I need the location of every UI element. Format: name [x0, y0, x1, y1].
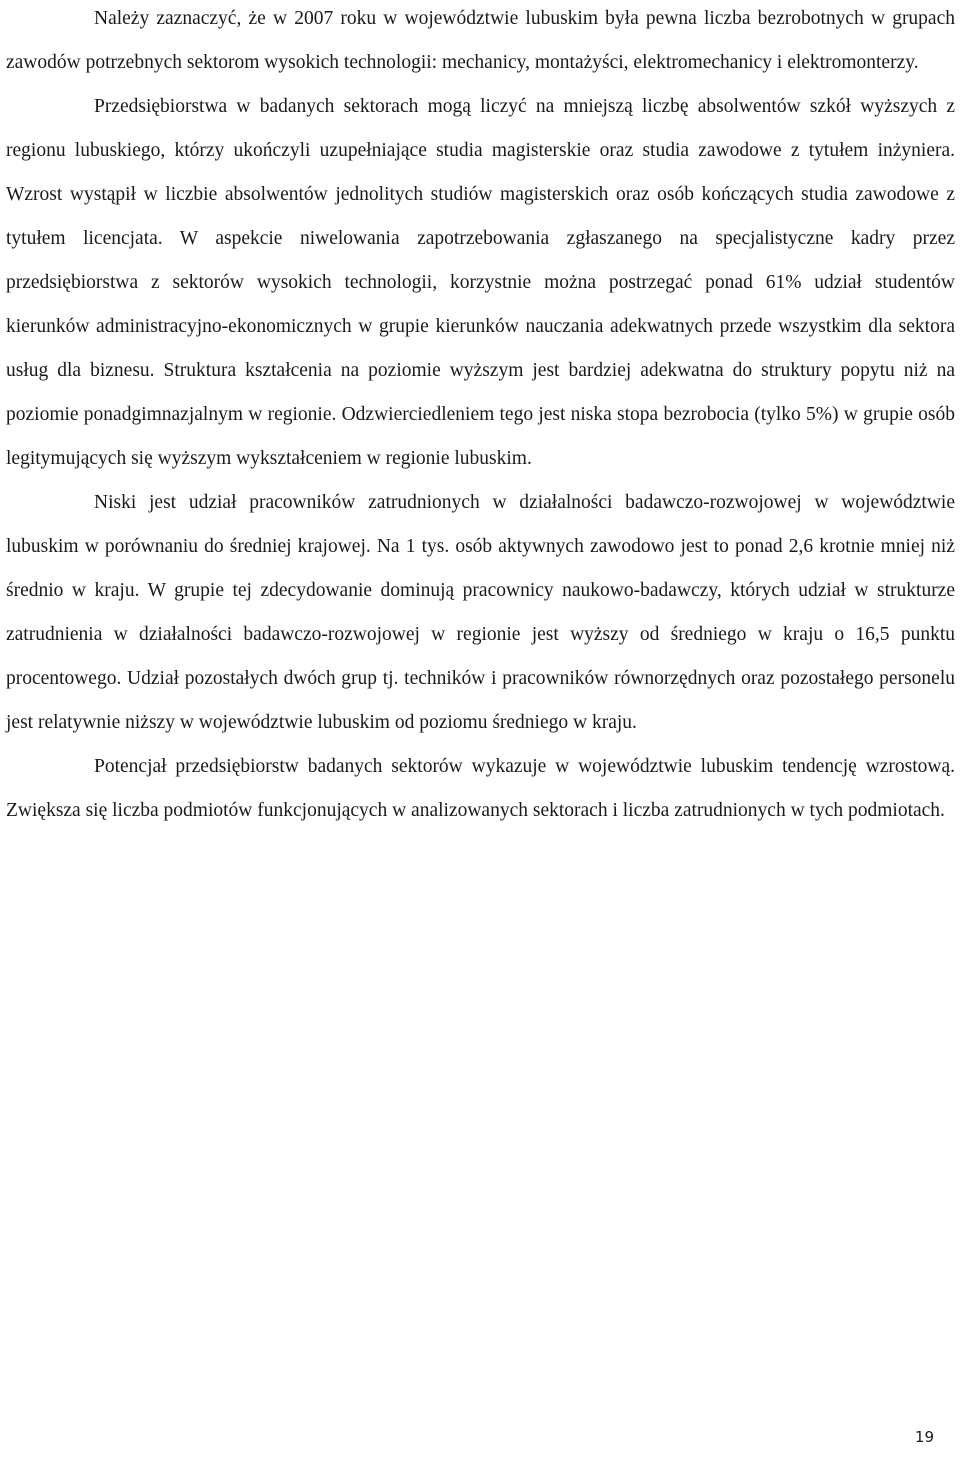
paragraph-graduates-education: Przedsiębiorstwa w badanych sektorach mogą liczyć na mniejszą liczbę absolwentów szkół wyższych z regionu lubuskiego, którzy ukończyli uzupełniające studia magisterskie oraz studia zawodowe z tytułem inżyniera. Wzrost wystąpił w liczbie absolwentów jednolitych studiów magisterskich oraz osób kończących studia zawodowe z tytułem licencjata. W aspekcie niwelowania zapotrzebowania zgłaszanego na specjalistyczne kadry przez przedsiębiorstwa z sektorów wysokich technologii, korzystnie można postrzegać ponad 61% udział studentów kierunków administracyjno-ekonomicznych w grupie kierunków nauczania adekwatnych przede wszystkim dla sektora usług dla biznesu. Struktura kształcenia na poziomie wyższym jest bardziej adekwatna do struktury popytu niż na poziomie ponadgimnazjalnym w regionie. Odzwierciedleniem tego jest niska stopa bezrobocia (tylko 5%) w grupie osób legitymujących się wyższym wykształceniem w regionie lubuskim.	[6, 96, 955, 469]
paragraph-unemployed-technicians: Należy zaznaczyć, że w 2007 roku w województwie lubuskim była pewna liczba bezrobotnych w grupach zawodów potrzebnych sektorom wysokich technologii: mechanicy, montażyści, elektromechanicy i elektromonterzy.	[6, 8, 955, 73]
paragraph-research-development-staff: Niski jest udział pracowników zatrudnionych w działalności badawczo-rozwojowej w województwie lubuskim w porównaniu do średniej krajowej. Na 1 tys. osób aktywnych zawodowo jest to ponad 2,6 krotnie mniej niż średnio w kraju. W grupie tej zdecydowanie dominują pracownicy naukowo-badawczy, których udział w strukturze zatrudnienia w działalności badawczo-rozwojowej w regionie jest wyższy od średniego w kraju o 16,5 punktu procentowego. Udział pozostałych dwóch grup tj. techników i pracowników równorzędnych oraz pozostałego personelu jest relatywnie niższy w województwie lubuskim od poziomu średniego w kraju.	[6, 492, 955, 733]
page-number: 19	[914, 1428, 934, 1446]
paragraph-enterprise-potential: Potencjał przedsiębiorstw badanych sektorów wykazuje w województwie lubuskim tendencję wzrostową. Zwiększa się liczba podmiotów funkcjonujących w analizowanych sektorach i liczba zatrudnionych w tych podmiotach.	[6, 756, 955, 821]
document-body	[6, 0, 955, 833]
